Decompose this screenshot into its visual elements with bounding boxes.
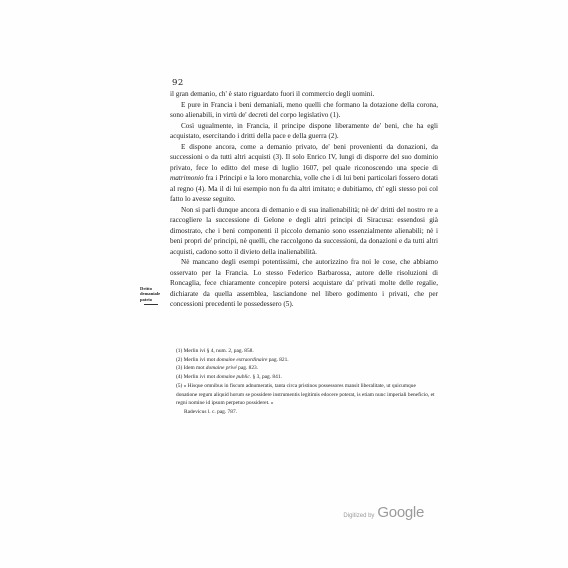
footnote: (4) Merlin ivi mot domaine public. § 3, pag. 841. [176,374,282,381]
paragraph: Non si parli dunque ancora di demanio e di sua inalienabilità; nè de' dritti del nostro re a raccogliere la successione di Gelone e degli altri principi di Siracusa: essendosi già dimostrato, che i beni componenti il piccolo demanio sono essenzialmente alienabili; nè i beni propri de' principi, nè quelli, che raccolgono da successioni, da donazioni e da tutti altri acquisti, cadono sotto il divieto della inalienabilità. [170,205,438,256]
footnote: (2) Merlin ivi mot domaine extraordinaire pag. 821. [176,356,289,363]
paragraph: E dispone ancora, come a demanio privato, de' beni provenienti da donazioni, da successioni o da tutti altri acquisti (3). Il solo Enrico IV, lungi di disporre del suo dominio privato, fece lo editto del mese di luglio 1607, pel quale riconoscendo una specie di matrimonio fra i Principi e la loro monarchia, volle che i di lui beni particolari fossero dotati al regno (4). Ma il di lui esempio non fu da altri imitato; e dubitiamo, ch' egli stesso poi col fatto lo avesse seguito. [170,142,438,203]
margin-note [140,286,170,305]
footnotes [176,347,438,417]
watermark-prefix: Digitized by [343,513,375,519]
margin-note-rule [144,304,158,305]
main-text [170,89,438,310]
page-number: 92 [172,78,184,88]
footnote: (1) Merlin ivi § 4, num. 2, pag. 858. [176,348,254,354]
footnote: (3) Idem mot domaine privé pag. 823. [176,365,259,372]
paragraph: Nè mancano degli esempi potentissimi, che autorizzino fra noi le cose, che abbiamo osservato per la Francia. Lo stesso Federico Barbarossa, autore delle risoluzioni di Roncaglia, fece chiaramente concepire potersi acquistare da' privati molte delle regalie, dichiarate da quella assemblea, lasciandone nel libero godimento i privati, che per concessioni precedenti le possedessero (5). [170,258,438,308]
paragraph: E pure in Francia i beni demaniali, meno quelli che formano la dotazione della corona, sono alienabili, in virtù de' decreti del corpo legislativo (1). [170,100,438,119]
google-logo: Google [377,504,424,521]
margin-note-text: Dritto demaniale patrio [140,286,161,302]
paragraph: Così ugualmente, in Francia, il principe dispone liberamente de' beni, che ha egli acquistato, esercitando i dritti della pace e della guerra (2). [170,121,438,140]
google-watermark [343,504,424,521]
paragraph-continuation: il gran demanio, ch' è stato riguardato fuori il commercio degli uomini. [170,90,375,98]
footnote-citation: Radevicus l. c. pag. 787. [184,408,237,415]
footnote-quote: (5) « Hisque omnibus in fiscum adnumeratis, tanta circa pristinos possessores mansit liberalitate, ut quicumque donatione regum aliquid horum se possidere instrumentis legitimis edocere poterat, is etiam nunc imperiali beneficio, et regni nomine id ipsum perpetuo possideret. » [176,382,435,407]
